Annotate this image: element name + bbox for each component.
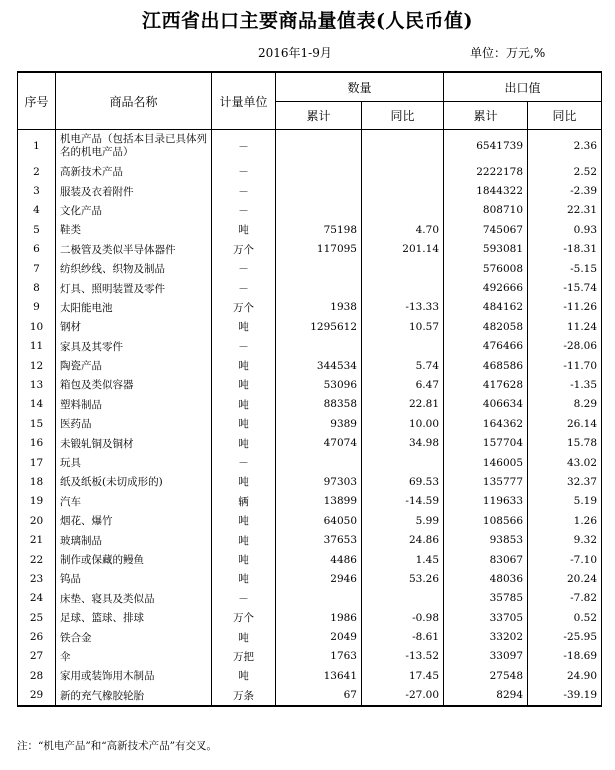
cell-qty-yoy — [362, 453, 444, 472]
cell-qty-cumulative — [276, 453, 362, 472]
cell-value-cumulative: 484162 — [444, 298, 528, 317]
table-row — [18, 337, 602, 356]
table-row — [18, 472, 602, 491]
cell-value-cumulative: 1844322 — [444, 181, 528, 200]
table-row — [18, 511, 602, 530]
cell-value-yoy: -18.31 — [528, 240, 602, 259]
cell-seq: 18 — [18, 472, 56, 491]
cell-name: 鞋类 — [56, 220, 212, 239]
cell-seq: 27 — [18, 647, 56, 666]
footnote: 注：“机电产品”和“高新技术产品”有交叉。 — [17, 740, 217, 752]
cell-qty-yoy: 6.47 — [362, 375, 444, 394]
cell-value-yoy: -28.06 — [528, 337, 602, 356]
cell-seq: 11 — [18, 337, 56, 356]
table-body — [18, 130, 602, 706]
cell-name: 家用或装饰用木制品 — [56, 666, 212, 685]
cell-value-yoy: 26.14 — [528, 414, 602, 433]
cell-seq: 6 — [18, 240, 56, 259]
cell-name-text: 机电产品（包括本目录已具体列名的机电产品） — [60, 133, 207, 158]
cell-qty-cumulative: 37653 — [276, 530, 362, 549]
cell-qty-cumulative — [276, 130, 362, 163]
cell-seq: 26 — [18, 627, 56, 646]
cell-name: 灯具、照明装置及零件 — [56, 278, 212, 297]
cell-unit: 吨 — [212, 356, 276, 375]
cell-qty-cumulative: 1295612 — [276, 317, 362, 336]
cell-name: 足球、篮球、排球 — [56, 608, 212, 627]
cell-qty-cumulative: 2946 — [276, 569, 362, 588]
cell-value-cumulative: 33097 — [444, 647, 528, 666]
table-row — [18, 298, 602, 317]
table-row — [18, 492, 602, 511]
cell-value-yoy: -25.95 — [528, 627, 602, 646]
header-value-yoy: 同比 — [528, 102, 602, 130]
cell-value-cumulative: 35785 — [444, 589, 528, 608]
cell-seq: 3 — [18, 181, 56, 200]
cell-seq: 20 — [18, 511, 56, 530]
cell-value-yoy: -18.69 — [528, 647, 602, 666]
cell-seq: 23 — [18, 569, 56, 588]
cell-qty-cumulative: 117095 — [276, 240, 362, 259]
cell-qty-cumulative — [276, 589, 362, 608]
table-row — [18, 181, 602, 200]
cell-name: 文化产品 — [56, 201, 212, 220]
cell-value-cumulative: 27548 — [444, 666, 528, 685]
cell-qty-yoy: 1.45 — [362, 550, 444, 569]
header-seq: 序号 — [18, 72, 56, 130]
cell-unit: － — [212, 259, 276, 278]
cell-value-cumulative: 593081 — [444, 240, 528, 259]
cell-name — [56, 130, 212, 163]
cell-value-yoy: -11.26 — [528, 298, 602, 317]
cell-qty-cumulative: 75198 — [276, 220, 362, 239]
cell-qty-cumulative — [276, 162, 362, 181]
cell-value-cumulative: 492666 — [444, 278, 528, 297]
cell-qty-cumulative: 13899 — [276, 492, 362, 511]
cell-name: 纺织纱线、织物及制品 — [56, 259, 212, 278]
period-label: 2016年1-9月 — [258, 46, 332, 60]
cell-value-cumulative: 576008 — [444, 259, 528, 278]
table-row — [18, 259, 602, 278]
table-row — [18, 608, 602, 627]
cell-qty-cumulative: 1986 — [276, 608, 362, 627]
cell-qty-yoy — [362, 181, 444, 200]
cell-qty-cumulative: 64050 — [276, 511, 362, 530]
cell-unit: － — [212, 162, 276, 181]
table-row — [18, 317, 602, 336]
cell-value-yoy: 22.31 — [528, 201, 602, 220]
table-row — [18, 569, 602, 588]
cell-value-cumulative: 2222178 — [444, 162, 528, 181]
table-row — [18, 278, 602, 297]
cell-value-yoy: 15.78 — [528, 433, 602, 452]
cell-seq: 4 — [18, 201, 56, 220]
cell-name: 纸及纸板(未切成形的) — [56, 472, 212, 491]
cell-name: 铁合金 — [56, 627, 212, 646]
table-row — [18, 201, 602, 220]
cell-unit: 吨 — [212, 317, 276, 336]
cell-unit: － — [212, 201, 276, 220]
cell-name: 医药品 — [56, 414, 212, 433]
cell-value-yoy: 5.19 — [528, 492, 602, 511]
cell-value-yoy: 2.36 — [528, 130, 602, 163]
cell-unit: 吨 — [212, 472, 276, 491]
cell-value-yoy: -5.15 — [528, 259, 602, 278]
cell-unit: 吨 — [212, 220, 276, 239]
cell-unit: 吨 — [212, 550, 276, 569]
cell-qty-yoy: 22.81 — [362, 395, 444, 414]
cell-unit: － — [212, 589, 276, 608]
export-table — [17, 71, 602, 707]
cell-name: 陶瓷产品 — [56, 356, 212, 375]
cell-qty-yoy: 4.70 — [362, 220, 444, 239]
cell-value-yoy: 8.29 — [528, 395, 602, 414]
cell-value-cumulative: 33202 — [444, 627, 528, 646]
cell-unit: 吨 — [212, 530, 276, 549]
unit-label: 单位：万元,% — [470, 46, 546, 60]
cell-name: 二极管及类似半导体器件 — [56, 240, 212, 259]
cell-qty-yoy — [362, 259, 444, 278]
cell-value-yoy: 1.26 — [528, 511, 602, 530]
cell-unit: 万个 — [212, 240, 276, 259]
cell-value-cumulative: 808710 — [444, 201, 528, 220]
cell-name: 烟花、爆竹 — [56, 511, 212, 530]
cell-qty-cumulative: 9389 — [276, 414, 362, 433]
cell-value-cumulative: 745067 — [444, 220, 528, 239]
header-measure: 计量单位 — [212, 72, 276, 130]
cell-qty-cumulative: 97303 — [276, 472, 362, 491]
cell-qty-cumulative: 1763 — [276, 647, 362, 666]
cell-value-cumulative: 406634 — [444, 395, 528, 414]
cell-value-cumulative: 476466 — [444, 337, 528, 356]
cell-qty-yoy: -0.98 — [362, 608, 444, 627]
header-value-group: 出口值 — [444, 72, 602, 102]
cell-name: 钢材 — [56, 317, 212, 336]
cell-name: 高新技术产品 — [56, 162, 212, 181]
table-row — [18, 686, 602, 706]
cell-seq: 1 — [18, 130, 56, 163]
cell-qty-cumulative: 13641 — [276, 666, 362, 685]
cell-name: 钨品 — [56, 569, 212, 588]
header-value-cumulative: 累计 — [444, 102, 528, 130]
table-row — [18, 453, 602, 472]
cell-name: 制作或保藏的鳗鱼 — [56, 550, 212, 569]
cell-unit: 万个 — [212, 608, 276, 627]
cell-value-yoy: 20.24 — [528, 569, 602, 588]
cell-seq: 9 — [18, 298, 56, 317]
cell-name: 床垫、寝具及类似品 — [56, 589, 212, 608]
table-row — [18, 395, 602, 414]
cell-seq: 8 — [18, 278, 56, 297]
cell-qty-yoy — [362, 130, 444, 163]
cell-unit: 辆 — [212, 492, 276, 511]
cell-qty-yoy: 53.26 — [362, 569, 444, 588]
table-row — [18, 589, 602, 608]
cell-seq: 5 — [18, 220, 56, 239]
cell-value-cumulative: 135777 — [444, 472, 528, 491]
cell-value-cumulative: 83067 — [444, 550, 528, 569]
cell-name: 箱包及类似容器 — [56, 375, 212, 394]
cell-value-cumulative: 482058 — [444, 317, 528, 336]
cell-value-cumulative: 164362 — [444, 414, 528, 433]
cell-value-yoy: -1.35 — [528, 375, 602, 394]
cell-seq: 7 — [18, 259, 56, 278]
cell-value-cumulative: 8294 — [444, 686, 528, 706]
cell-unit: 吨 — [212, 414, 276, 433]
cell-qty-yoy: 5.74 — [362, 356, 444, 375]
cell-qty-yoy: 69.53 — [362, 472, 444, 491]
table-header — [18, 72, 602, 130]
cell-qty-yoy: 10.57 — [362, 317, 444, 336]
table-row — [18, 550, 602, 569]
cell-qty-cumulative — [276, 278, 362, 297]
cell-value-yoy: 43.02 — [528, 453, 602, 472]
cell-qty-yoy — [362, 589, 444, 608]
table-row — [18, 433, 602, 452]
cell-unit: 吨 — [212, 395, 276, 414]
cell-name: 玩具 — [56, 453, 212, 472]
table-row — [18, 240, 602, 259]
cell-unit: 吨 — [212, 569, 276, 588]
cell-qty-yoy — [362, 278, 444, 297]
cell-qty-cumulative: 88358 — [276, 395, 362, 414]
cell-unit: 吨 — [212, 511, 276, 530]
cell-name: 服装及衣着附件 — [56, 181, 212, 200]
cell-qty-cumulative: 53096 — [276, 375, 362, 394]
cell-qty-yoy: -8.61 — [362, 627, 444, 646]
header-name: 商品名称 — [56, 72, 212, 130]
cell-qty-cumulative: 1938 — [276, 298, 362, 317]
cell-qty-yoy: 201.14 — [362, 240, 444, 259]
cell-unit: 吨 — [212, 433, 276, 452]
cell-seq: 19 — [18, 492, 56, 511]
cell-seq: 16 — [18, 433, 56, 452]
cell-qty-cumulative — [276, 259, 362, 278]
header-quantity-group: 数量 — [276, 72, 444, 102]
cell-value-cumulative: 48036 — [444, 569, 528, 588]
header-qty-yoy: 同比 — [362, 102, 444, 130]
table-row — [18, 666, 602, 685]
cell-seq: 22 — [18, 550, 56, 569]
header-qty-cumulative: 累计 — [276, 102, 362, 130]
cell-seq: 15 — [18, 414, 56, 433]
cell-value-cumulative: 108566 — [444, 511, 528, 530]
cell-seq: 28 — [18, 666, 56, 685]
cell-seq: 17 — [18, 453, 56, 472]
cell-value-yoy: 9.32 — [528, 530, 602, 549]
cell-unit: 吨 — [212, 666, 276, 685]
cell-seq: 25 — [18, 608, 56, 627]
cell-value-yoy: -15.74 — [528, 278, 602, 297]
cell-unit: － — [212, 130, 276, 163]
cell-qty-yoy: -27.00 — [362, 686, 444, 706]
cell-value-yoy: 2.52 — [528, 162, 602, 181]
cell-value-cumulative: 33705 — [444, 608, 528, 627]
cell-name: 家具及其零件 — [56, 337, 212, 356]
cell-qty-cumulative: 344534 — [276, 356, 362, 375]
table-row — [18, 375, 602, 394]
table-row — [18, 530, 602, 549]
cell-value-cumulative: 6541739 — [444, 130, 528, 163]
cell-unit: 吨 — [212, 375, 276, 394]
cell-qty-yoy — [362, 162, 444, 181]
cell-qty-cumulative — [276, 337, 362, 356]
cell-name: 新的充气橡胶轮胎 — [56, 686, 212, 706]
cell-seq: 14 — [18, 395, 56, 414]
cell-unit: 吨 — [212, 627, 276, 646]
cell-value-yoy: -7.10 — [528, 550, 602, 569]
cell-qty-yoy — [362, 201, 444, 220]
table-title: 江西省出口主要商品量值表(人民币值) — [142, 10, 473, 32]
cell-qty-cumulative: 47074 — [276, 433, 362, 452]
cell-seq: 21 — [18, 530, 56, 549]
cell-value-yoy: -39.19 — [528, 686, 602, 706]
cell-unit: － — [212, 453, 276, 472]
cell-value-yoy: -7.82 — [528, 589, 602, 608]
cell-value-yoy: 0.52 — [528, 608, 602, 627]
cell-qty-yoy: 34.98 — [362, 433, 444, 452]
cell-seq: 13 — [18, 375, 56, 394]
cell-value-yoy: 24.90 — [528, 666, 602, 685]
cell-name: 伞 — [56, 647, 212, 666]
table-row — [18, 162, 602, 181]
cell-value-cumulative: 146005 — [444, 453, 528, 472]
table-row — [18, 130, 602, 163]
cell-qty-cumulative — [276, 181, 362, 200]
cell-name: 塑料制品 — [56, 395, 212, 414]
cell-value-cumulative: 468586 — [444, 356, 528, 375]
table-row — [18, 356, 602, 375]
cell-qty-cumulative: 67 — [276, 686, 362, 706]
table-row — [18, 220, 602, 239]
cell-qty-cumulative: 2049 — [276, 627, 362, 646]
cell-seq: 2 — [18, 162, 56, 181]
cell-value-cumulative: 417628 — [444, 375, 528, 394]
cell-qty-yoy: 17.45 — [362, 666, 444, 685]
cell-qty-yoy: 24.86 — [362, 530, 444, 549]
cell-unit: 万条 — [212, 686, 276, 706]
cell-seq: 24 — [18, 589, 56, 608]
cell-value-yoy: 32.37 — [528, 472, 602, 491]
table-row — [18, 647, 602, 666]
cell-seq: 10 — [18, 317, 56, 336]
cell-value-yoy: 11.24 — [528, 317, 602, 336]
cell-qty-yoy — [362, 337, 444, 356]
cell-qty-yoy: 5.99 — [362, 511, 444, 530]
cell-qty-yoy: -13.52 — [362, 647, 444, 666]
cell-name: 未锻轧铜及铜材 — [56, 433, 212, 452]
cell-name: 玻璃制品 — [56, 530, 212, 549]
cell-value-cumulative: 157704 — [444, 433, 528, 452]
cell-unit: － — [212, 278, 276, 297]
cell-name: 太阳能电池 — [56, 298, 212, 317]
cell-value-yoy: -11.70 — [528, 356, 602, 375]
cell-value-yoy: -2.39 — [528, 181, 602, 200]
cell-qty-yoy: 10.00 — [362, 414, 444, 433]
cell-seq: 29 — [18, 686, 56, 706]
cell-name: 汽车 — [56, 492, 212, 511]
cell-qty-cumulative — [276, 201, 362, 220]
table-row — [18, 414, 602, 433]
cell-unit: － — [212, 337, 276, 356]
cell-qty-yoy: -14.59 — [362, 492, 444, 511]
cell-value-yoy: 0.93 — [528, 220, 602, 239]
cell-unit: － — [212, 181, 276, 200]
cell-qty-yoy: -13.33 — [362, 298, 444, 317]
cell-unit: 万个 — [212, 298, 276, 317]
table-row — [18, 627, 602, 646]
cell-value-cumulative: 93853 — [444, 530, 528, 549]
cell-unit: 万把 — [212, 647, 276, 666]
cell-value-cumulative: 119633 — [444, 492, 528, 511]
cell-qty-cumulative: 4486 — [276, 550, 362, 569]
cell-seq: 12 — [18, 356, 56, 375]
